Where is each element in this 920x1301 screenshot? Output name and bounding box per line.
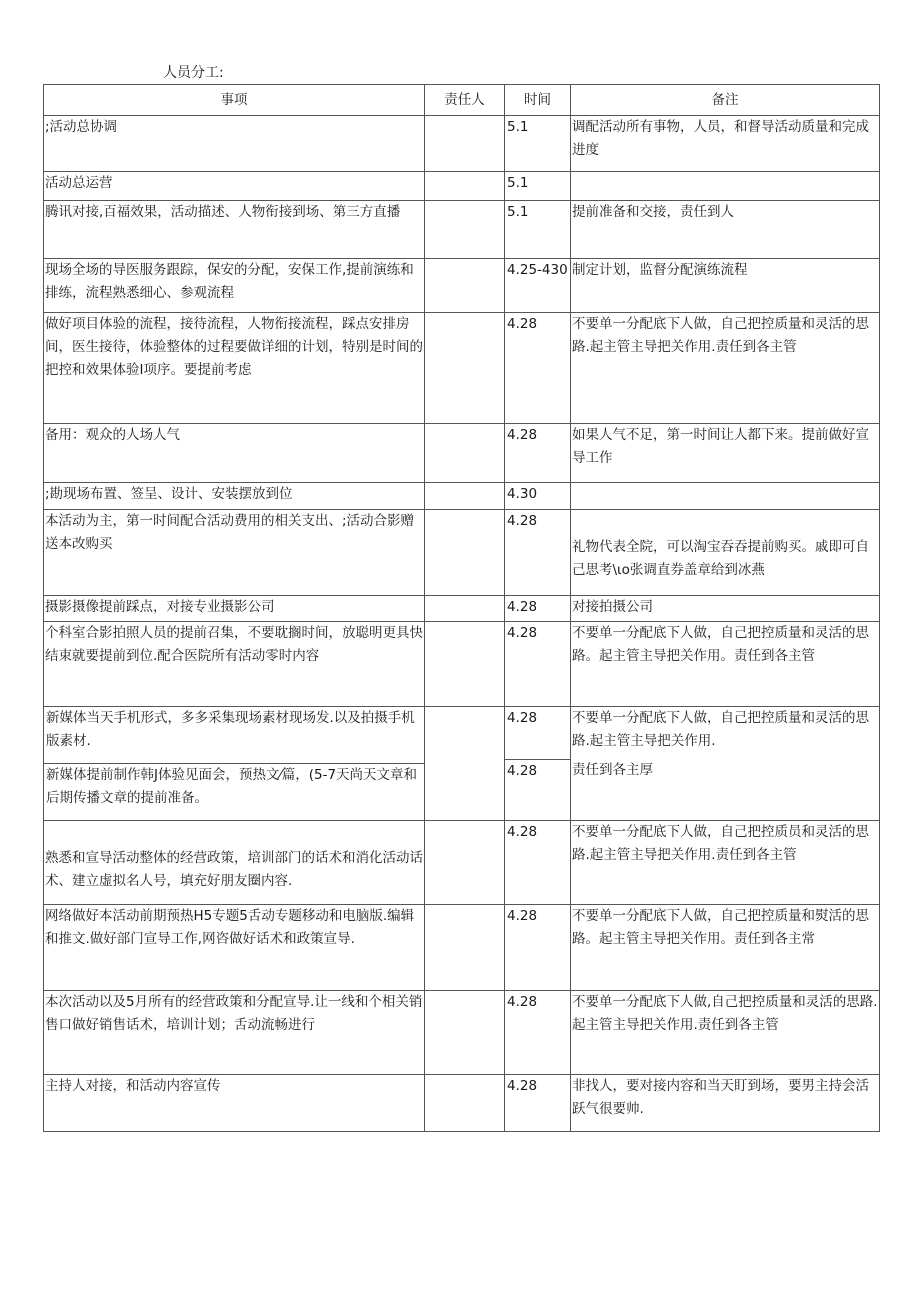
cell-note: 对接拍摄公司	[571, 596, 880, 622]
cell-note: 不要单一分配底下人做，自己把控质量和灵活的思路.起主管主导把关作用.责任到各主管	[571, 313, 880, 424]
cell-item	[44, 707, 425, 821]
cell-note: 不要单一分配底下人做，自己把控质量和灵活的思路。起主管主导把关作用。责任到各主管	[571, 622, 880, 707]
column-header-note: 备注	[571, 85, 880, 116]
cell-time: 4.28	[505, 596, 571, 622]
cell-owner	[425, 905, 505, 991]
column-header-time: 时间	[505, 85, 571, 116]
cell-owner	[425, 116, 505, 172]
cell-item: 主持人对接，和活动内容宣传	[44, 1075, 425, 1132]
cell-note	[571, 172, 880, 201]
cell-owner	[425, 1075, 505, 1132]
cell-note: 调配活动所有事物，人员，和督导活动质量和完成进度	[571, 116, 880, 172]
cell-owner	[425, 707, 505, 821]
cell-item-part-2: 新媒体提前制作韩J体验见面会，预热文⁄篇，(5-7天尚天文章和后期传播文章的提前准备。	[44, 763, 424, 810]
table-row	[44, 707, 880, 821]
cell-owner	[425, 596, 505, 622]
cell-item: 熟悉和宣导活动整体的经营政策，培训部门的话术和消化活动话术、建立虚拟名人号，填充好朋友圈内容.	[44, 821, 425, 905]
cell-owner	[425, 313, 505, 424]
cell-note: 提前准备和交接，责任到人	[571, 201, 880, 259]
cell-time: 4.28	[505, 905, 571, 991]
cell-note: 制定计划，监督分配演练流程	[571, 259, 880, 313]
cell-time-part-1: 4.28	[507, 710, 538, 726]
cell-time: 4.28	[505, 1075, 571, 1132]
cell-item: 腾讯对接,百福效果，活动描述、人物衔接到场、第三方直播	[44, 201, 425, 259]
cell-note: 不要单一分配底下人做，自己把控质员和灵活的思路.起主管主导把关作用.责任到各主管	[571, 821, 880, 905]
cell-item-part-1: 新媒体当天手机形式，多多采集现场素材现场发.以及拍摄手机版素材.	[46, 710, 415, 749]
cell-time: 4.25-430	[505, 259, 571, 313]
task-table	[43, 84, 880, 1132]
cell-item: ;活动总协调	[44, 116, 425, 172]
cell-time: 5.1	[505, 201, 571, 259]
page-heading: 人员分工:	[163, 65, 224, 81]
cell-owner	[425, 510, 505, 596]
cell-time: 4.28	[505, 821, 571, 905]
cell-note: 不要单一分配底下人做，自己把控质量和熨活的思路。起主管主导把关作用。责任到各主常	[571, 905, 880, 991]
table-row	[44, 991, 880, 1075]
cell-owner	[425, 172, 505, 201]
cell-item: 现场全场的导医服务跟踪，保安的分配，安保工作,提前演练和排练，流程熟悉细心、参观流程	[44, 259, 425, 313]
cell-owner	[425, 424, 505, 483]
cell-item: 备用：观众的人场人气	[44, 424, 425, 483]
cell-time-part-2: 4.28	[505, 759, 570, 783]
table-row	[44, 905, 880, 991]
cell-time: 5.1	[505, 116, 571, 172]
table-row	[44, 510, 880, 596]
cell-note: 如果人气不足，第一时间让人都下来。提前做好宣导工作	[571, 424, 880, 483]
cell-item: 网络做好本活动前期预热H5专题5舌动专题移动和电脑版.编辑和推文.做好部门宣导工作,网咨做好话术和政策宣导.	[44, 905, 425, 991]
cell-item: 本次活动以及5月所有的经营政策和分配宣导.让一线和个相关销售口做好销售话术，培训计划；舌动流畅进行	[44, 991, 425, 1075]
table-row	[44, 201, 880, 259]
cell-item: 做好项目体验的流程，接待流程，人物衔接流程，踩点安排房间，医生接待，体验整体的过程要做详细的计划，特别是时间的把控和效果体验I项序。要提前考虑	[44, 313, 425, 424]
cell-owner	[425, 259, 505, 313]
table-row	[44, 172, 880, 201]
cell-note: 礼物代表全院，可以淘宝吞吞提前购买。戚即可自己思考\ιo张调直券盖章给到冰燕	[571, 510, 880, 596]
column-header-item: 事项	[44, 85, 425, 116]
cell-time: 4.28	[505, 991, 571, 1075]
table-row	[44, 596, 880, 622]
cell-item: 摄影摄像提前踩点，对接专业摄影公司	[44, 596, 425, 622]
cell-owner	[425, 991, 505, 1075]
cell-time: 4.28	[505, 424, 571, 483]
column-header-owner: 责任人	[425, 85, 505, 116]
cell-owner	[425, 821, 505, 905]
table-row	[44, 424, 880, 483]
cell-note-part-2: 责任到各主厚	[572, 762, 653, 778]
cell-time: 4.28	[505, 313, 571, 424]
table-row	[44, 821, 880, 905]
cell-note: 不要单一分配底下人做,自己把控质量和灵活的思路.起主管主导把关作用.责任到各主管	[571, 991, 880, 1075]
cell-owner	[425, 201, 505, 259]
cell-item: ;勘现场布置、签呈、设计、安装摆放到位	[44, 483, 425, 510]
cell-note-part-1: 不要单一分配底下人做，自己把控质量和灵活的思路.起主管主导把关作用.	[572, 710, 869, 749]
cell-time: 5.1	[505, 172, 571, 201]
cell-owner	[425, 483, 505, 510]
cell-time	[505, 707, 571, 821]
cell-item: 活动总运营	[44, 172, 425, 201]
cell-time: 4.28	[505, 510, 571, 596]
table-row	[44, 1075, 880, 1132]
cell-time: 4.30	[505, 483, 571, 510]
table-header-row	[44, 85, 880, 116]
cell-note	[571, 707, 880, 821]
cell-time: 4.28	[505, 622, 571, 707]
table-row	[44, 483, 880, 510]
table-row	[44, 259, 880, 313]
cell-owner	[425, 622, 505, 707]
cell-item: 本活动为主，第一时间配合活动费用的相关支出、;活动合影赠送本改购买	[44, 510, 425, 596]
cell-item: 个科室合影拍照人员的提前召集，不要耽搁时间，放聪明更具快结束就要提前到位.配合医院所有活动零时内容	[44, 622, 425, 707]
table-row	[44, 116, 880, 172]
cell-note	[571, 483, 880, 510]
table-row	[44, 622, 880, 707]
table-row	[44, 313, 880, 424]
cell-note: 非找人，要对接内容和当天盯到场，要男主持会活跃气很要帅.	[571, 1075, 880, 1132]
